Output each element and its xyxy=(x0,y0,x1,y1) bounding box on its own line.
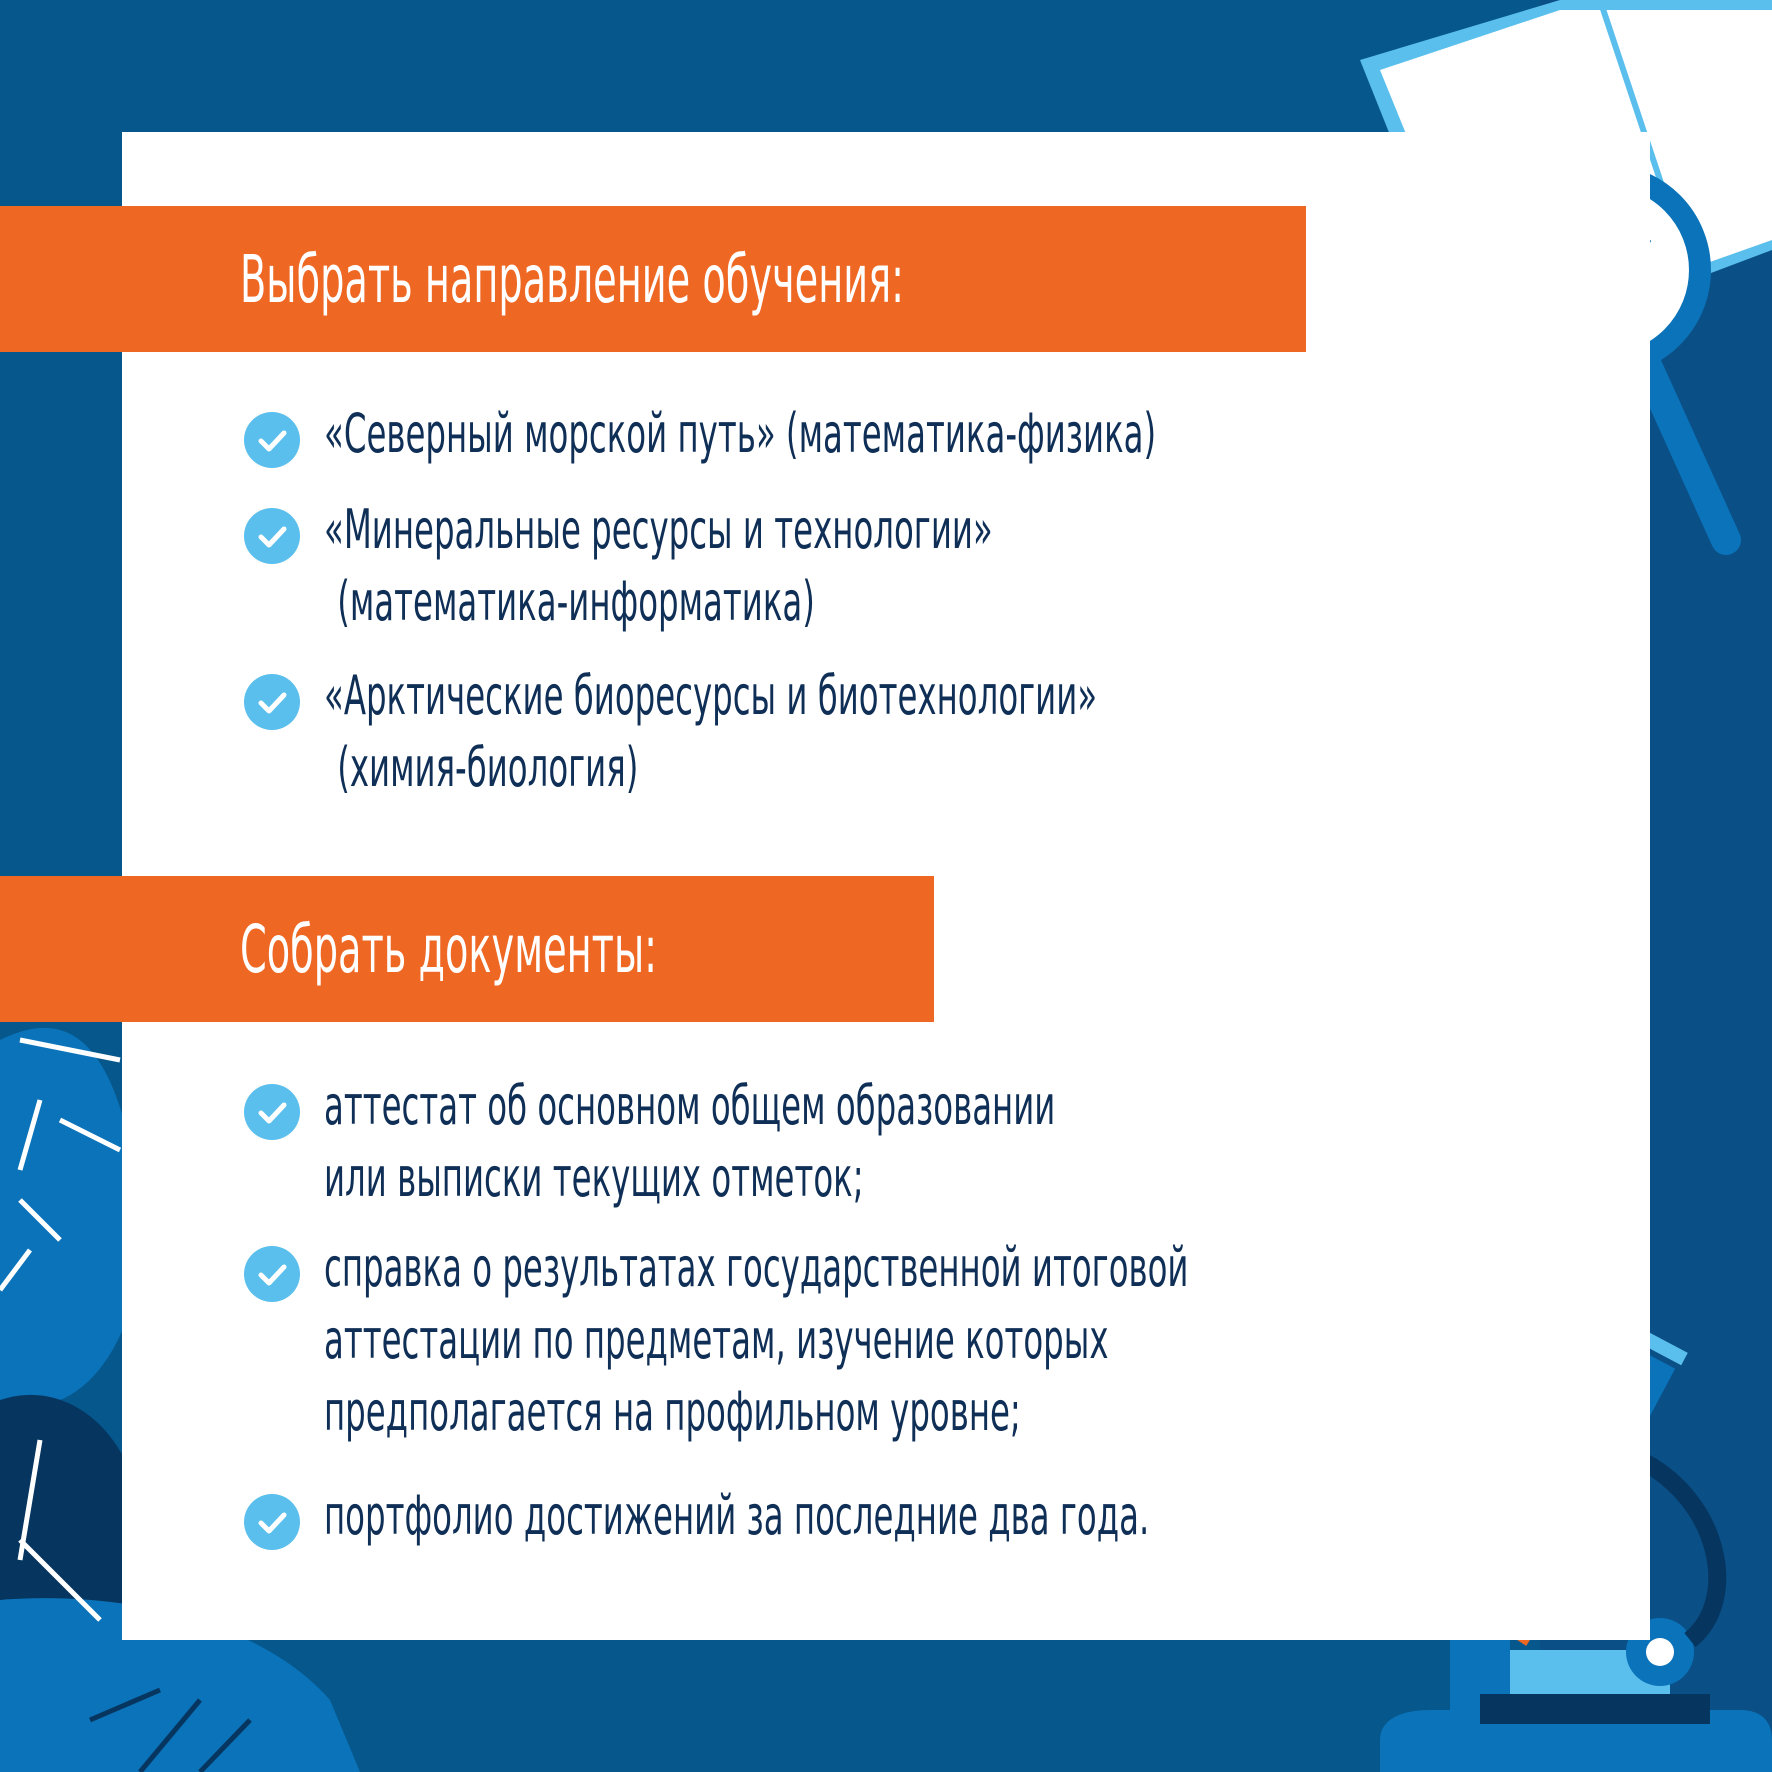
check-circle-icon xyxy=(244,1494,300,1550)
list-item-text: «Минеральные ресурсы и технологии» (математика-информатика) xyxy=(324,498,993,633)
list-item-text: «Арктические биоресурсы и биотехнологии» (химия-биология) xyxy=(324,664,1098,799)
list-item-text: «Северный морской путь» (математика-физика) xyxy=(324,402,1157,465)
heading-text: Выбрать направление обучения: xyxy=(240,240,905,318)
check-circle-icon xyxy=(244,412,300,468)
list-item-text: справка о результатах государственной итоговой аттестации по предметам, изучение которых предполагается на профильном уровне; xyxy=(324,1236,1189,1443)
check-circle-icon xyxy=(244,1246,300,1302)
list-item-text: аттестат об основном общем образовании или выписки текущих отметок; xyxy=(324,1074,1056,1209)
section-heading-direction xyxy=(0,206,1306,352)
list-item-text: портфолио достижений за последние два года. xyxy=(324,1484,1150,1547)
section-heading-documents xyxy=(0,876,934,1022)
check-circle-icon xyxy=(244,1084,300,1140)
check-circle-icon xyxy=(244,508,300,564)
heading-text: Собрать документы: xyxy=(240,910,658,988)
check-circle-icon xyxy=(244,674,300,730)
